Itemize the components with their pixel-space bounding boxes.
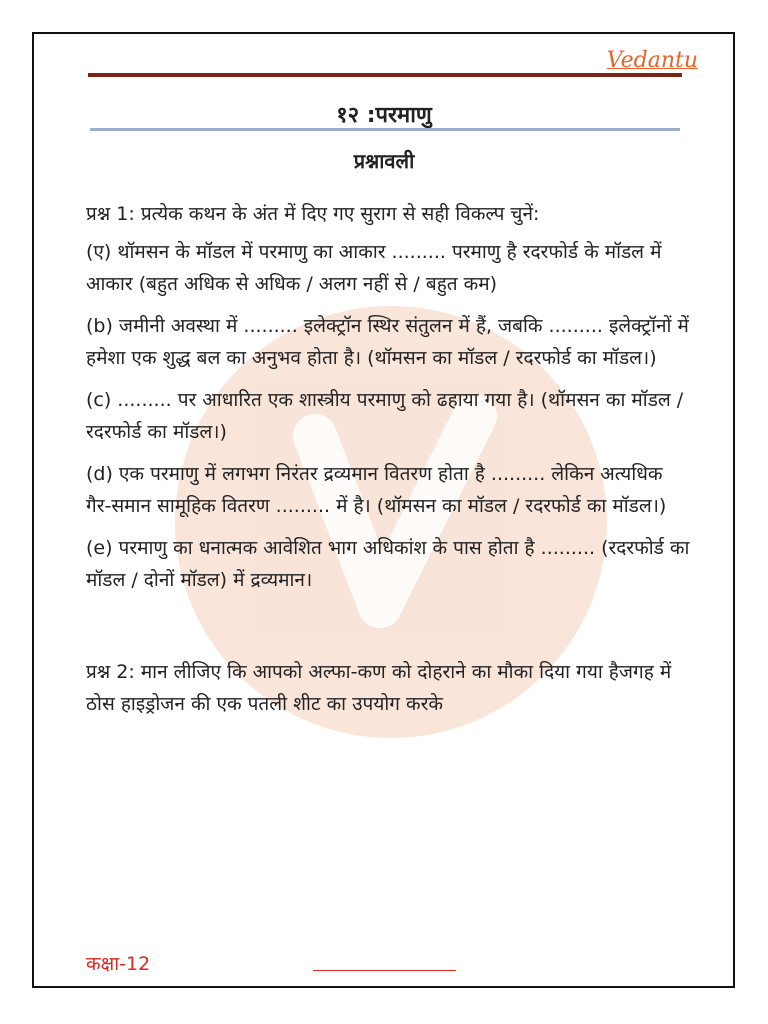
question-1: प्रश्न 1: प्रत्येक कथन के अंत में दिए गए सुराग से सही विकल्प चुनें: [86,203,540,225]
question-1-part-a: (ए) थॉमसन के मॉडल में परमाणु का आकार ......... परमाणु है रदरफोर्ड के मॉडल में आकार (बहुत अधिक से अधिक / अलग नहीं से / बहुत कम) [86,241,662,295]
vedantu-logo: Vedantu [606,48,698,73]
question-1-part-c: (c) ......... पर आधारित एक शास्त्रीय परमाणु को ढहाया गया है। (थॉमसन का मॉडल / रदरफोर्ड का मॉडल।) [86,389,684,443]
chapter-title: १२ :परमाणु [336,103,432,128]
question-content [86,198,690,720]
question-1-part-e: (e) परमाणु का धनात्मक आवेशित भाग अधिकांश के पास होता है ......... (रदरफोर्ड का मॉडल / दोनों मॉडल) में द्रव्यमान। [86,537,690,591]
question-1-part-b: (b) जमीनी अवस्था में ......... इलेक्ट्रॉन स्थिर संतुलन में हैं, जबकि ......... इलेक्ट्रॉनों में हमेशा एक शुद्ध बल का अनुभव होता है। (थॉमसन का मॉडल / रदरफोर्ड का मॉडल।) [86,315,689,369]
footer-class-label: कक्षा-12 [86,953,151,975]
question-2: प्रश्न 2: मान लीजिए कि आपको अल्फा-कण को दोहराने का मौका दिया गया हैजगह में ठोस हाइड्रोजन की एक पतली शीट का उपयोग करके [86,661,672,715]
footer-rule [313,970,456,971]
question-1-part-d: (d) एक परमाणु में लगभग निरंतर द्रव्यमान वितरण होता है ......... लेकिन अत्यधिक गैर-समान सामूहिक वितरण ......... में है। (थॉमसन का मॉडल / रदरफोर्ड का मॉडल।) [86,463,667,517]
title-underline [90,128,680,131]
header-rule [88,73,682,77]
section-title: प्रश्नावली [353,149,415,173]
